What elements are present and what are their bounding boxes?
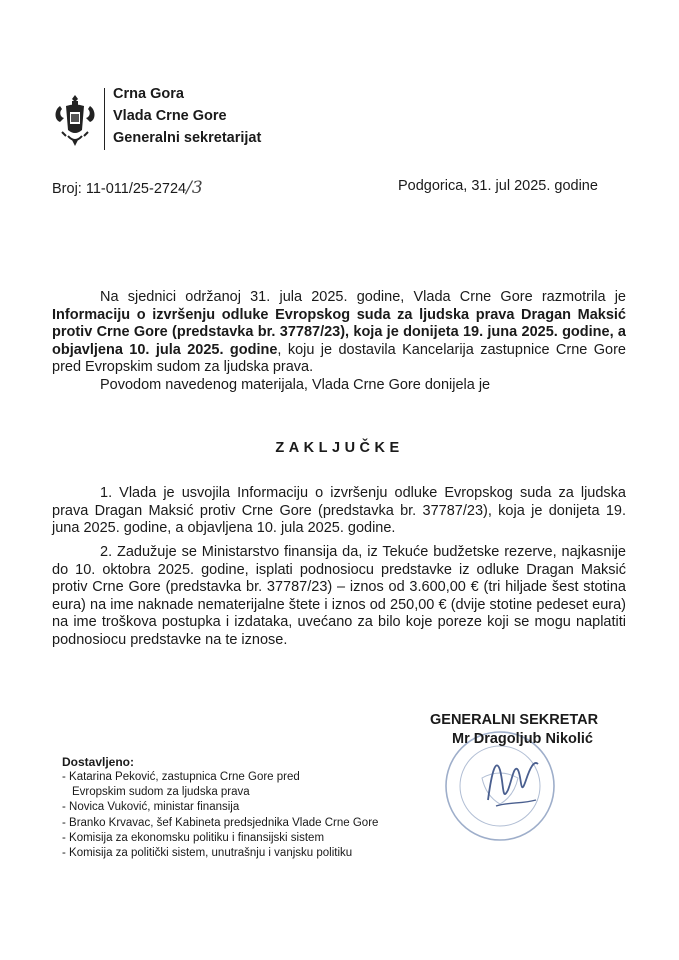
signatory-title: GENERALNI SEKRETAR (430, 712, 599, 728)
header-divider (104, 88, 105, 150)
distribution-list (62, 770, 378, 861)
intro-text-bold: Informaciju o izvršenju odluke Evropskog suda za ljudska prava Dragan Maksić protiv Crne Gore (predstavka br. 37787/23), koja je donijeta 19. juna 2025. godine, a objavljena 10. jula 2025. godine (52, 306, 626, 358)
header-institution (113, 83, 261, 149)
list-item: - Katarina Peković, zastupnica Crne Gore pred (62, 771, 300, 783)
header-government: Vlada Crne Gore (113, 108, 227, 124)
coat-of-arms-icon (52, 92, 98, 148)
header-country: Crna Gora (113, 86, 184, 102)
place-date: Podgorica, 31. jul 2025. godine (398, 178, 598, 194)
intro-paragraph (52, 289, 626, 377)
list-item: - Komisija za ekonomsku politiku i finansijski sistem (62, 831, 325, 844)
intro-paragraph-2: Povodom navedenog materijala, Vlada Crne Gore donijela je (100, 377, 491, 393)
handwritten-suffix: /3 (186, 178, 203, 198)
conclusion-item-1: 1. Vlada je usvojila Informaciju o izvršenju odluke Evropskog suda za ljudska prava Dragan Maksić protiv Crne Gore (predstavka br. 37787/23), koja je donijeta 19. juna 2025. godine, a objavljena 10. jula 2025. godine. (52, 485, 626, 536)
signatory-name: Mr Dragoljub Nikolić (452, 731, 593, 747)
list-item: - Novica Vuković, ministar finansija (62, 801, 240, 814)
reference-number (52, 178, 203, 198)
broj-text: Broj: 11-011/25-2724 (52, 181, 187, 197)
list-item: - Komisija za politički sistem, unutrašnju i vanjsku politiku (62, 847, 353, 860)
intro-text-c: , koju je dostavila Kancelarija zastupnice Crne Gore pred Evropskim sudom za ljudska prava. (52, 341, 626, 375)
handwritten-signature-icon (478, 740, 548, 820)
header-secretariat: Generalni sekretarijat (113, 130, 262, 146)
list-item-continuation: Evropskim sudom za ljudska prava (72, 786, 250, 799)
intro-text-a: Na sjednici održanoj 31. jula 2025. godine, Vlada Crne Gore razmotrila je (100, 289, 626, 305)
conclusion-item-2: 2. Zadužuje se Ministarstvo finansija da, iz Tekuće budžetske rezerve, najkasnije do 10. oktobra 2025. godine, isplati podnosiocu predstavke iz odluke Dragan Maksić protiv Crne Gore (predstavka br. 37787/23) – iznos od 3.600,00 € (tri hiljade šest stotina eura) na ime naknade nematerijalne štete i iznos od 250,00 € (dvije stotine pedeset eura) na ime troškova postupka i izdataka, uvećano za bilo koje poreze koji se mogu naplatiti podnosiocu predstavke na te iznose. (52, 544, 626, 648)
conclusions-heading: ZAKLJUČKE (275, 440, 404, 456)
distribution-heading: Dostavljeno: (62, 755, 135, 769)
list-item: - Branko Krvavac, šef Kabineta predsjednika Vlade Crne Gore (62, 816, 379, 829)
